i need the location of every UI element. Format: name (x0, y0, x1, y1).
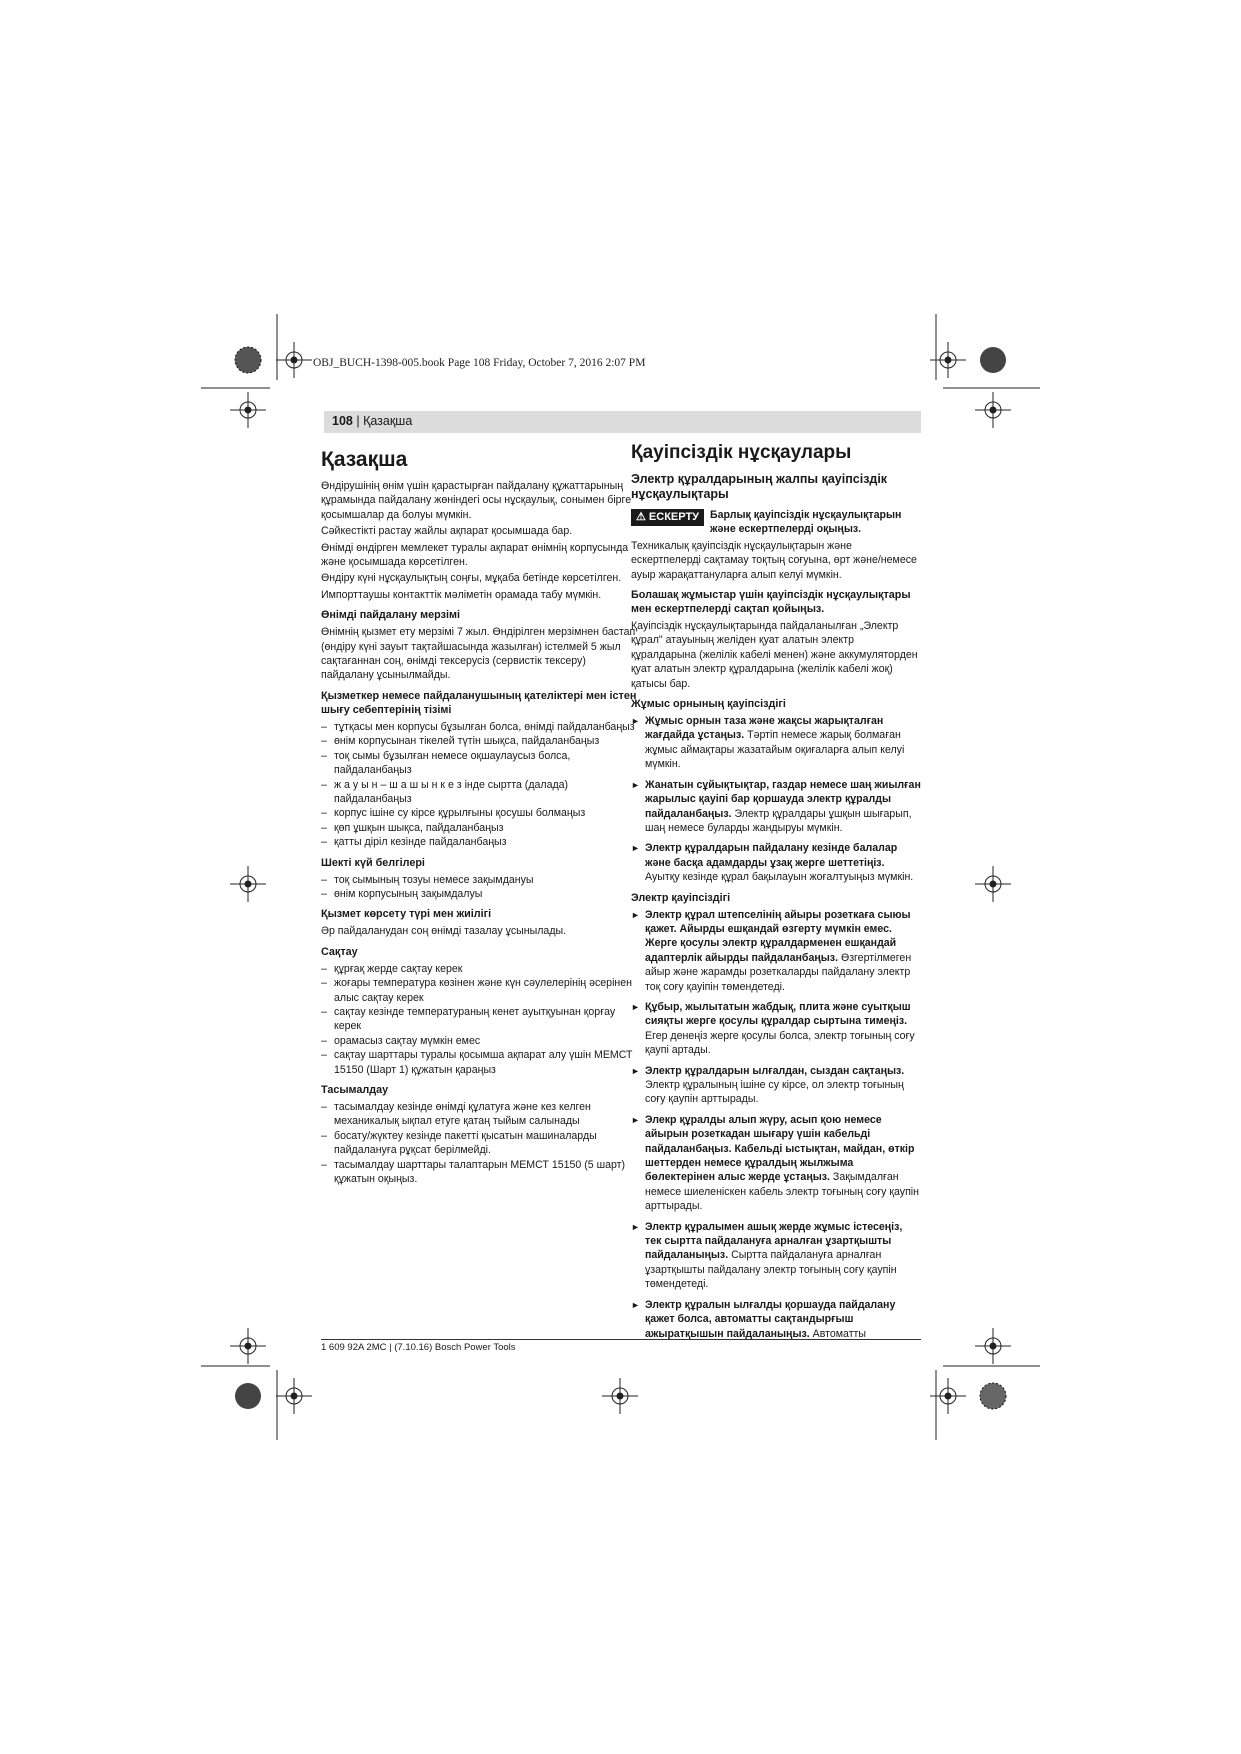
density-circle-icon (980, 347, 1006, 373)
density-circle-icon (980, 1383, 1006, 1409)
list-item: – қөп ұшқын шықса, пайдаланбаңыз (321, 821, 637, 835)
item-text: Зақымдалған немесе шиеленіскен кабель электр тоғының соғу қаупін арттырады. (645, 1171, 920, 1213)
page-header-bar (324, 411, 921, 433)
list-item (631, 841, 921, 884)
list-item: – ж а у ы н – ш а ш ы н к е з індe сыртта (далада) пайдаланбаңыз (321, 778, 637, 807)
crosshair-target-icon (975, 1328, 1011, 1364)
warning-text: Техникалық қауіпсіздік нұсқаулықтарын және ескертпелерді сақтамау тоқтың соғуына, өрт және/немесе ауыр жарақаттануларға алып келуі мүмкін. (631, 539, 917, 581)
crosshair-target-icon (276, 1378, 312, 1414)
list-item: – сақтау кезінде температураның кенет ауытқуынан қорғау керек (321, 1005, 637, 1034)
item-bold: Электр құралдарын пайдалану кезінде балалар және басқа адамдарды ұзақ жерге шеттетіңіз. (645, 842, 898, 869)
list-item: – тұтқасы мен корпусы бұзылған болса, өнімді пайдаланбаңыз (321, 720, 637, 734)
transport-heading: Тасымалдау (321, 1084, 389, 1096)
list-item: – сақтау шарттары туралы қосымша ақпарат алу үшін МЕМСТ 15150 (Шарт 1) құжатын қараңыз (321, 1048, 637, 1077)
item-text: Сыртта пайдалануға арналған ұзартқышты пайдалану электр тоғының соғу қаупін төмендетеді. (645, 1249, 897, 1291)
density-circle-icon (235, 347, 261, 373)
list-item (631, 1113, 921, 1214)
list-item: – корпус ішіне су кірсе құрылғыны қосушы болмаңыз (321, 806, 637, 820)
electrical-heading: Электр қауіпсіздігі (631, 891, 731, 904)
crosshair-target-icon (276, 342, 312, 378)
intro-paragraph: Импорттаушы контакттік мәліметін орамада табу мүмкін. (321, 588, 602, 601)
workplace-heading: Жұмыс орнының қауіпсіздігі (631, 698, 786, 711)
intro-paragraph: Өнімді өндірген мемлекет туралы ақпарат өнімнің корпусында және қосымшада көрсетілген. (321, 541, 629, 569)
list-item (631, 714, 921, 772)
list-item: – тоқ сымы бұзылған немесе оқшаулаусыз болса, пайдаланбаңыз (321, 749, 637, 778)
left-column (321, 447, 637, 1188)
crosshair-target-icon (975, 866, 1011, 902)
list-item (631, 1298, 921, 1341)
intro-paragraph: Өндірушінің өнім үшін қарастырған пайдалану құжаттарының құрамында пайдалану жөніндегі осы нұсқаулық, сонымен бірге қосымшалар да болуы мүмкін. (321, 480, 632, 521)
item-bold: Электр құралын ылғалды қоршауда пайдалану қажет болса, автоматты сақтандырғыш ажыратқышын пайдаланыңыз. (645, 1298, 896, 1340)
print-slug: OBJ_BUCH-1398-005.book Page 108 Friday, October 7, 2016 2:07 PM (313, 357, 646, 369)
item-text: Тәртіп немесе жарық болмаған жұмыс аймақтары жазатайым оқиғаларға алып келуі мүмкін. (645, 729, 905, 771)
list-item: – өнім корпусынан тікелей түтін шықса, пайдаланбаңыз (321, 734, 637, 748)
item-bold: Жанатын сұйықтықтар, газдар немесе шаң жиылған жарылыс қауіпі бар қоршауда электр құралды пайдаланбаңыз. (645, 778, 921, 820)
service-heading: Қызмет көрсету түрі мен жиілігі (321, 908, 492, 921)
storage-list (321, 962, 637, 1077)
density-circle-icon (235, 1383, 261, 1409)
keep-heading: Болашақ жұмыстар үшін қауіпсіздік нұсқаулықтары мен ескертпелерді сақтап қойыңыз. (631, 589, 911, 616)
limits-list (321, 873, 637, 902)
item-bold: Электр құралдарын ылғалдан, сыздан сақтаңыз. (645, 1064, 905, 1077)
list-item: – орамасыз сақтау мүмкін емес (321, 1034, 637, 1048)
list-item: – босату/жүктеу кезінде пакетті қысатын машиналарды пайдалануға рұқсат берілмейді. (321, 1129, 637, 1158)
electrical-list (631, 908, 921, 1341)
lifetime-heading: Өнімді пайдалану мерзімі (321, 609, 460, 622)
service-text: Әр пайдаланудан соң өнімді тазалау ұсынылады. (321, 925, 567, 938)
warning-bold: Барлық қауіпсіздік нұсқаулықтарын және ескертпелерді оқыңыз. (710, 509, 902, 536)
item-bold: Элекр құралды алып жүру, асып қою немесе айырын розеткадан шығару үшін кабельді пайдаланбаңыз. Кабельді ыстықтан, майдан, өткір шеттерден немесе құралдың жылжыма бөлектерінен алыс жерде ұстаңыз. (645, 1113, 915, 1184)
item-text: Өзгертілмеген айыр және жарамды розеткаларды пайдалану электр тоқ соғу қауіпін төмендетеді. (645, 951, 912, 993)
item-bold: Құбыр, жылытатын жабдық, плита және суытқыш сияқты жерге қосулы құралдар сыртына тимеңіз. (645, 1000, 911, 1028)
header-section: | Қазақша (356, 414, 413, 428)
workplace-list (631, 714, 921, 884)
list-item (631, 1064, 921, 1107)
crosshair-target-icon (975, 392, 1011, 428)
page-footer: 1 609 92A 2MC | (7.10.16) Bosch Power Tools (321, 1342, 516, 1353)
crosshair-target-icon (930, 1378, 966, 1414)
list-item (631, 908, 921, 994)
section-title: Қазақша (321, 448, 408, 471)
list-item (631, 778, 921, 836)
list-item: – қатты діріл кезінде пайдаланбаңыз (321, 835, 637, 849)
safety-title: Қауіпсіздік нұсқаулары (631, 442, 852, 463)
item-bold: Электр құрал штепселінің айыры розеткаға сыюы қажет. Айырды ешқандай өзгерту мүмкін емес. Жерге қосулы электр құралдарменен ешқандай адаптерлік айырды пайдаланбаңыз. (645, 908, 911, 964)
list-item: – тасымалдау кезінде өнімді құлатуға және кез келген механикалық ықпал етуге қатаң тыйым салынады (321, 1100, 637, 1129)
failures-heading: Қызметкер немесе пайдаланушының қателіктері мен істен шығу себептерінің тізімі (321, 689, 637, 716)
warning-badge: ⚠ ЕСКЕРТУ (631, 509, 704, 526)
item-text: Ауытқу кезінде құрал бақылауын жоғалтуыңыз мүмкін. (645, 871, 914, 884)
page-number: 108 (332, 414, 353, 428)
crosshair-target-icon (602, 1378, 638, 1414)
list-item: – жоғары температура көзінен және күн сәулелерінің әсерінен алыс сақтау керек (321, 976, 637, 1005)
intro-paragraph: Сәйкестікті растау жайлы ақпарат қосымшада бар. (321, 525, 573, 538)
footer-rule (321, 1339, 921, 1340)
intro-paragraph: Өндіру күні нұсқаулықтың соңғы, мұқаба бетінде көрсетілген. (321, 572, 622, 585)
list-item (631, 1000, 921, 1058)
safety-subtitle: Электр құралдарының жалпы қауіпсіздік нұсқаулықтары (631, 472, 888, 501)
list-item: – құрғақ жерде сақтау керек (321, 962, 637, 976)
warning-block (631, 508, 921, 537)
crosshair-target-icon (230, 392, 266, 428)
item-text: Егер денеңіз жерге қосулы болса, электр тоғының соғу қаупі артады. (645, 1029, 915, 1057)
item-text: Электр құралының ішіне су кірсе, ол электр тоғының соғу қаупін арттырады. (645, 1079, 904, 1106)
lifetime-text: Өнімнің қызмет ету мерзімі 7 жыл. Өндірілген мерзімнен бастап (өндіру күні зауыт тақтайшасында жазылған) істелмей 5 жыл сақтағаннан соң, өнімді тексерусіз (сервистік тексеру) пайдалану ұсынылмайды. (321, 626, 636, 682)
right-column (631, 440, 921, 1347)
limits-heading: Шекті күй белгілері (321, 856, 425, 869)
list-item: – тасымалдау шарттары талаптарын МЕМСТ 15150 (5 шарт) құжатын оқыңыз. (321, 1158, 637, 1187)
crosshair-target-icon (230, 1328, 266, 1364)
item-text: Автоматты (809, 1327, 867, 1340)
list-item (631, 1220, 921, 1292)
item-bold: Жұмыс орнын таза және жақсы жарықталған жағдайда ұстаңыз. (645, 715, 884, 742)
page-header (332, 414, 412, 428)
keep-text: Қауіпсіздік нұсқаулықтарында пайдаланылған „Электр құрал" атауының желіден қуат алатын электр құралдарына (желілік кабелі менен) және аккумуляторден қуат алатын электр құралдарына (желілік кабелі жоқ) қатысы бар. (631, 620, 918, 690)
crosshair-target-icon (230, 866, 266, 902)
storage-heading: Сақтау (321, 945, 358, 958)
transport-list (321, 1100, 637, 1186)
list-item: – тоқ сымының тозуы немесе зақымдануы (321, 873, 637, 887)
crosshair-target-icon (930, 342, 966, 378)
item-bold: Электр құралымен ашық жерде жұмыс істесеңіз, тек сыртта пайдалануға арналған ұзартқышты пайдаланыңыз. (645, 1220, 903, 1262)
list-item: – өнім корпусының зақымдалуы (321, 887, 637, 901)
failures-list (321, 720, 637, 850)
item-text: Электр құралдары ұшқын шығарып, шаң немесе буларды жандыруы мүмкін. (645, 807, 912, 834)
